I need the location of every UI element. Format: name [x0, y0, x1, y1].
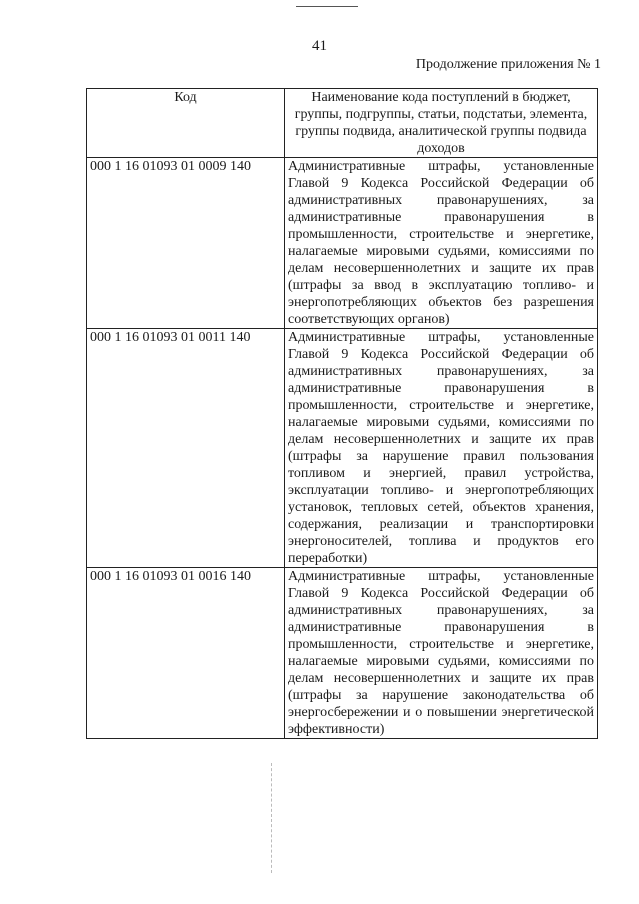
row-code: 000 1 16 01093 01 0011 140	[87, 329, 285, 568]
header-code: Код	[87, 89, 285, 158]
header-name: Наименование кода поступлений в бюджет, группы, подгруппы, статьи, подстатьи, элемента, группы подвида, аналитической группы подвида доходов	[285, 89, 598, 158]
row-code: 000 1 16 01093 01 0009 140	[87, 158, 285, 329]
table-header-row	[87, 89, 598, 158]
row-description: Административные штрафы, установленные Главой 9 Кодекса Российской Федерации об административных правонарушениях, за административные правонарушения в промышленности, строительстве и энергетике, налагаемые мировыми судьями, комиссиями по делам несовершеннолетних и защите их прав (штрафы за нарушение законодательства об энергосбережении и о повышении энергетической эффективности)	[285, 568, 598, 739]
annex-continuation-note: Продолжение приложения № 1	[415, 57, 601, 72]
page-number: 41	[312, 38, 327, 54]
row-description: Административные штрафы, установленные Главой 9 Кодекса Российской Федерации об административных правонарушениях, за административные правонарушения в промышленности, строительстве и энергетике, налагаемые мировыми судьями, комиссиями по делам несовершеннолетних и защите их прав (штрафы за нарушение правил пользования топливом и энергией, правил устройства, эксплуатации топливо- и энергопотребляющих установок, тепловых сетей, объектов хранения, содержания, реализации и транспортировки энергоносителей, топлива и продуктов его переработки)	[285, 329, 598, 568]
top-edge-mark	[296, 6, 358, 7]
table-row	[87, 568, 598, 739]
scan-guide-line	[271, 763, 273, 873]
revenue-codes-table	[86, 88, 598, 739]
row-code: 000 1 16 01093 01 0016 140	[87, 568, 285, 739]
table-row	[87, 329, 598, 568]
table-row	[87, 158, 598, 329]
row-description: Административные штрафы, установленные Главой 9 Кодекса Российской Федерации об административных правонарушениях, за административные правонарушения в промышленности, строительстве и энергетике, налагаемые мировыми судьями, комиссиями по делам несовершеннолетних и защите их прав (штрафы за ввод в эксплуатацию топливо- и энергопотребляющих объектов без разрешения соответствующих органов)	[285, 158, 598, 329]
